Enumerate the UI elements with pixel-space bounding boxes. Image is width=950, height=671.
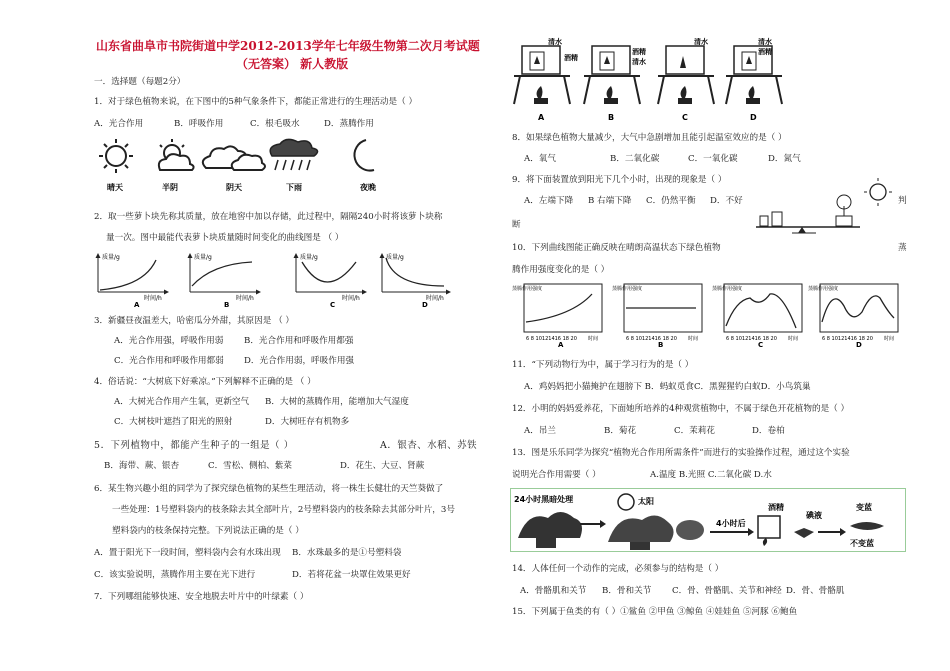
q14-option-d: D．骨、骨骼肌 [786, 586, 845, 596]
q9-balance-figure [752, 172, 892, 242]
svg-text:质量/g: 质量/g [102, 254, 120, 261]
rain-icon [270, 139, 317, 170]
q5-option-d: D．花生、大豆、肾蕨 [340, 461, 425, 471]
q4-option-a: A．大树光合作用产生氧，更新空气 [114, 397, 250, 407]
question-13-line2: 说明光合作用需要（ ） [512, 470, 601, 480]
q5-option-b: B．海带、蕨、银杏 [104, 461, 180, 471]
svg-text:酒精: 酒精 [768, 503, 784, 512]
question-5: 5．下列植物中，都能产生种子的一组是（ ） [94, 440, 294, 451]
q8-option-b: B．二氧化碳 [610, 154, 660, 164]
beaker-c [658, 37, 714, 122]
svg-text:变蓝: 变蓝 [856, 503, 872, 512]
svg-text:A: A [134, 301, 140, 308]
svg-text:4小时后: 4小时后 [716, 519, 746, 528]
section-heading: 一．选择题（每题2分） [94, 77, 186, 87]
q1-option-d: D．蒸腾作用 [324, 119, 374, 129]
question-12: 12．小明的妈妈爱养花，下面她所培养的4种观赏植物中，不属于绿色开花植物的是（ ） [512, 404, 850, 414]
svg-text:A: A [538, 113, 545, 122]
q10-graph-c [712, 284, 802, 348]
beaker-a [514, 37, 578, 122]
svg-text:酒精: 酒精 [564, 54, 578, 62]
beaker-b [584, 46, 646, 122]
svg-text:6 8 10121416 18 20: 6 8 10121416 18 20 [822, 336, 873, 342]
svg-text:时间: 时间 [884, 336, 895, 342]
question-7: 7．下列哪组能够快速、安全地脱去叶片中的叶绿素（ ） [94, 592, 309, 602]
q3-option-b: B．光合作用和呼吸作用都强 [244, 336, 354, 346]
q9-option-d: D．不好 [710, 196, 743, 206]
q11-options: A．鸡妈妈把小猫掩护在翅膀下 B．蚂蚁觅食C．黑猩猩钓白蚁D．小鸟筑巢 [524, 382, 811, 392]
svg-text:6 8 10121416 18 20: 6 8 10121416 18 20 [626, 336, 677, 342]
svg-text:不变蓝: 不变蓝 [850, 539, 874, 548]
question-6-line3: 塑料袋内的枝条保持完整。下列说法正确的是（ ） [112, 526, 304, 536]
q1-option-b: B．呼吸作用 [174, 119, 224, 129]
question-15: 15．下列属于鱼类的有（ ）①鲨鱼 ②甲鱼 ③鲸鱼 ④娃娃鱼 ⑤河豚 ⑥鲍鱼 [512, 607, 798, 617]
q8-option-a: A．氧气 [524, 154, 556, 164]
q3-option-a: A．光合作用强，呼吸作用弱 [114, 336, 224, 346]
svg-text:A: A [558, 341, 564, 348]
q14-option-b: B．骨和关节 [602, 586, 652, 596]
weather-label-rain: 下雨 [286, 183, 302, 192]
weather-figure [94, 136, 394, 202]
svg-text:时间: 时间 [788, 336, 799, 342]
svg-text:质量/g: 质量/g [300, 254, 318, 261]
sun-icon [870, 184, 886, 200]
q2-graph-d [382, 253, 450, 308]
q6-option-d: D．若将花盆一块罩住效果更好 [292, 570, 411, 580]
svg-text:B: B [224, 301, 230, 308]
q4-option-d: D．大树旺存有机物多 [265, 417, 350, 427]
question-14: 14．人体任何一个动作的完成，必须参与的结构是（ ） [512, 564, 724, 574]
q9-option-b: B 右端下降 [588, 196, 632, 206]
q10-graph-b [612, 284, 702, 348]
svg-text:B: B [608, 113, 615, 122]
svg-text:时间: 时间 [688, 336, 699, 342]
svg-text:24小时黑暗处理: 24小时黑暗处理 [514, 495, 574, 504]
svg-text:时间: 时间 [588, 336, 599, 342]
q4-option-b: B．大树的蒸腾作用，能增加大气湿度 [265, 397, 409, 407]
sunny-icon [99, 139, 133, 173]
svg-text:蒸腾作用强度: 蒸腾作用强度 [712, 286, 743, 292]
q9-option-a: A．左端下降 [524, 196, 574, 206]
q6-option-c: C．该实验说明，蒸腾作用主要在光下进行 [94, 570, 256, 580]
q10-graphs [512, 282, 902, 348]
svg-text:酒精: 酒精 [632, 48, 646, 56]
q5-option-a: A．银杏、水稻、苏铁 [380, 440, 478, 451]
q2-graph-a [98, 253, 168, 308]
q3-option-c: C．光合作用和呼吸作用都弱 [114, 356, 224, 366]
question-2-line2: 量一次。图中最能代表萝卜块质量随时间变化的曲线图是 （ ） [106, 233, 344, 243]
cloudy-icon [203, 146, 265, 170]
q3-option-d: D．光合作用弱，呼吸作用强 [244, 356, 355, 366]
svg-text:B: B [658, 341, 664, 348]
svg-text:质量/g: 质量/g [386, 254, 404, 261]
svg-text:6 8 10121416 18 20: 6 8 10121416 18 20 [726, 336, 777, 342]
beaker-d [726, 37, 782, 122]
q6-option-b: B．水珠最多的是①号塑料袋 [292, 548, 402, 558]
q2-graphs [94, 250, 454, 308]
exam-title-line1: 山东省曲阜市书院街道中学2012-2013学年七年级生物第二次月考试题 [96, 39, 480, 53]
question-11: 11．“下列动物行为中，属于学习行为的是（ ） [512, 360, 694, 370]
question-6-line2: 一些处理：1号塑料袋内的枝条除去其全部叶片，2号塑料袋内的枝条除去其部分叶片，3号 [112, 505, 455, 515]
question-10-line2: 腾作用强度变化的是（ ） [512, 265, 610, 275]
svg-text:C: C [682, 113, 688, 122]
q9-tail: 判 [898, 196, 907, 206]
svg-text:质量/g: 质量/g [194, 254, 212, 261]
svg-text:6 8 10121416 18 20: 6 8 10121416 18 20 [526, 336, 577, 342]
svg-text:C: C [758, 341, 764, 348]
question-9: 9．将下面装置放到阳光下几个小时，出现的现象是（ ） [512, 175, 727, 185]
svg-text:D: D [856, 341, 862, 348]
svg-text:时间/h: 时间/h [426, 295, 444, 302]
partly-cloudy-icon [159, 139, 194, 170]
svg-text:时间/h: 时间/h [342, 295, 360, 302]
q2-graph-c [296, 253, 366, 308]
svg-text:清水: 清水 [694, 38, 708, 46]
q14-option-c: C．骨、骨骼肌、关节和神经 [672, 586, 782, 596]
q14-option-a: A．骨骼肌和关节 [520, 586, 587, 596]
q8-option-d: D．氮气 [768, 154, 801, 164]
q9-option-c: C．仍然平衡 [646, 196, 696, 206]
q6-option-a: A．置于阳光下一段时间，塑料袋内会有水珠出现 [94, 548, 281, 558]
q12-option-c: C．茉莉花 [674, 426, 715, 436]
weather-label-partly: 半阴 [162, 183, 178, 192]
q10-graph-a [512, 284, 602, 348]
svg-text:蒸腾作用强度: 蒸腾作用强度 [612, 286, 643, 292]
svg-text:C: C [330, 301, 336, 308]
q13-options: A.温度 B.光照 C.二氧化碳 D.水 [650, 470, 772, 480]
svg-text:时间/h: 时间/h [236, 295, 254, 302]
svg-text:D: D [422, 301, 428, 308]
svg-text:清水: 清水 [548, 38, 562, 46]
moon-icon [354, 140, 374, 171]
question-1: 1．对于绿色植物来说，在下图中的5种气象条件下，都能正常进行的生理活动是（ ） [94, 97, 418, 107]
svg-text:酒精: 酒精 [758, 48, 772, 56]
svg-text:太阳: 太阳 [638, 497, 654, 506]
weather-label-night: 夜晚 [360, 183, 376, 192]
question-8: 8．如果绿色植物大量减少，大气中急剧增加且能引起温室效应的是（ ） [512, 133, 787, 143]
q9-tail-2: 断 [512, 220, 521, 230]
q10-graph-d [808, 284, 898, 348]
q2-graph-b [190, 253, 260, 308]
exam-title-line2: （无答案） 新人教版 [236, 57, 349, 71]
leaf-sample [676, 520, 704, 540]
question-6-line1: 6．某生物兴趣小组的同学为了探究绿色植物的某些生理活动，将一株生长健壮的天竺葵做了 [94, 484, 444, 494]
q1-option-a: A．光合作用 [94, 119, 144, 129]
q12-option-b: B．菊花 [604, 426, 637, 436]
q12-option-a: A．吊兰 [524, 426, 556, 436]
question-4: 4．俗话说：“大树底下好乘凉。”下列解释不正确的是 （ ） [94, 377, 316, 387]
q4-option-c: C．大树枝叶遮挡了阳光的照射 [114, 417, 233, 427]
svg-text:清水: 清水 [632, 58, 646, 66]
q10-tail: 蒸 [898, 243, 907, 253]
question-2-line1: 2．取一些萝卜块先称其质量，放在地窖中加以存储，此过程中，隔隔240小时将该萝卜块称 [94, 212, 443, 222]
q7-beakers [508, 34, 798, 126]
q5-option-c: C．雪松、侧柏、紫菜 [208, 461, 292, 471]
weather-label-sunny: 晴天 [107, 183, 123, 192]
svg-text:蒸腾作用强度: 蒸腾作用强度 [512, 286, 543, 292]
svg-text:时间/h: 时间/h [144, 295, 162, 302]
weather-label-cloudy: 阴天 [226, 183, 242, 192]
question-10-line1: 10．下列曲线图能正确反映在晴朗高温状态下绿色植物 [512, 243, 721, 253]
question-3: 3．新疆昼夜温差大，哈密瓜分外甜，其原因是 （ ） [94, 316, 294, 326]
q8-option-c: C．一氧化碳 [688, 154, 738, 164]
q1-option-c: C．根毛吸水 [250, 119, 300, 129]
svg-text:清水: 清水 [758, 38, 772, 46]
svg-text:碘液: 碘液 [806, 511, 822, 520]
svg-text:D: D [750, 113, 757, 122]
svg-text:蒸腾作用强度: 蒸腾作用强度 [808, 286, 839, 292]
question-13-line1: 13．图是乐乐同学为探究“植物光合作用所需条件”而进行的实验操作过程，通过这个实验 [512, 448, 850, 458]
q12-option-d: D．卷柏 [752, 426, 785, 436]
q13-experiment-figure [510, 488, 906, 552]
